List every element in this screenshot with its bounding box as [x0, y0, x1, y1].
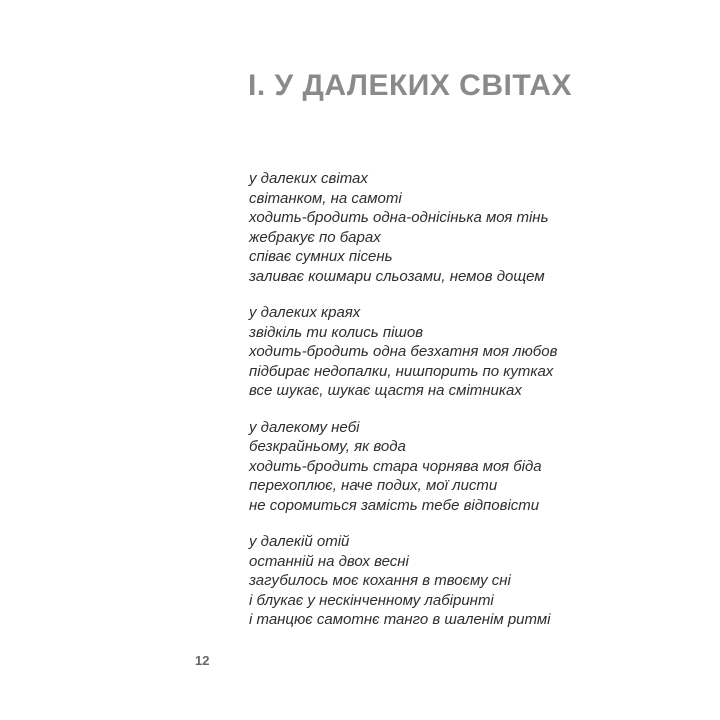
- poem-line: не соромиться замість тебе відповісти: [249, 496, 540, 514]
- poem-line: і танцює самотнє танго в шаленім ритмі: [249, 611, 551, 628]
- page-number: 12: [195, 653, 210, 668]
- poem-line: все шукає, шукає щастя на смітниках: [249, 382, 522, 399]
- poem-line: безкрайньому, як вода: [249, 438, 406, 455]
- poem-line: і блукає у нескінченному лабіринті: [249, 591, 494, 609]
- stanza-4: [249, 532, 557, 630]
- poem-line: у далеких краях: [249, 304, 361, 321]
- poem-line: загубилось моє кохання в твоєму сні: [249, 572, 511, 589]
- stanza-2: [249, 303, 557, 401]
- poem-line: жебракує по барах: [249, 228, 381, 246]
- poem-line: звідкіль ти колись пішов: [249, 323, 424, 341]
- poem: [249, 169, 557, 630]
- poem-line: ходить-бродить стара чорнява моя біда: [249, 457, 542, 475]
- poem-line: у далекій отій: [249, 533, 350, 550]
- poem-line: у далеких світах: [249, 170, 368, 187]
- stanza-1: [249, 169, 557, 286]
- poem-line: у далекому небі: [249, 418, 360, 436]
- poem-line: ходить-бродить одна безхатня моя любов: [249, 343, 558, 360]
- stanza-3: [249, 418, 557, 516]
- section-title: І. У ДАЛЕКИХ СВІТАХ: [248, 69, 572, 102]
- poem-line: останній на двох весні: [249, 552, 409, 570]
- poem-line: підбирає недопалки, нишпорить по кутках: [249, 362, 554, 380]
- poem-line: перехоплює, наче подих, мої листи: [249, 477, 498, 494]
- poem-line: ходить-бродить одна-однісінька моя тінь: [249, 209, 549, 226]
- poem-line: світанком, на самоті: [249, 189, 402, 207]
- poem-line: співає сумних пісень: [249, 248, 393, 265]
- poem-line: заливає кошмари сльозами, немов дощем: [249, 267, 545, 285]
